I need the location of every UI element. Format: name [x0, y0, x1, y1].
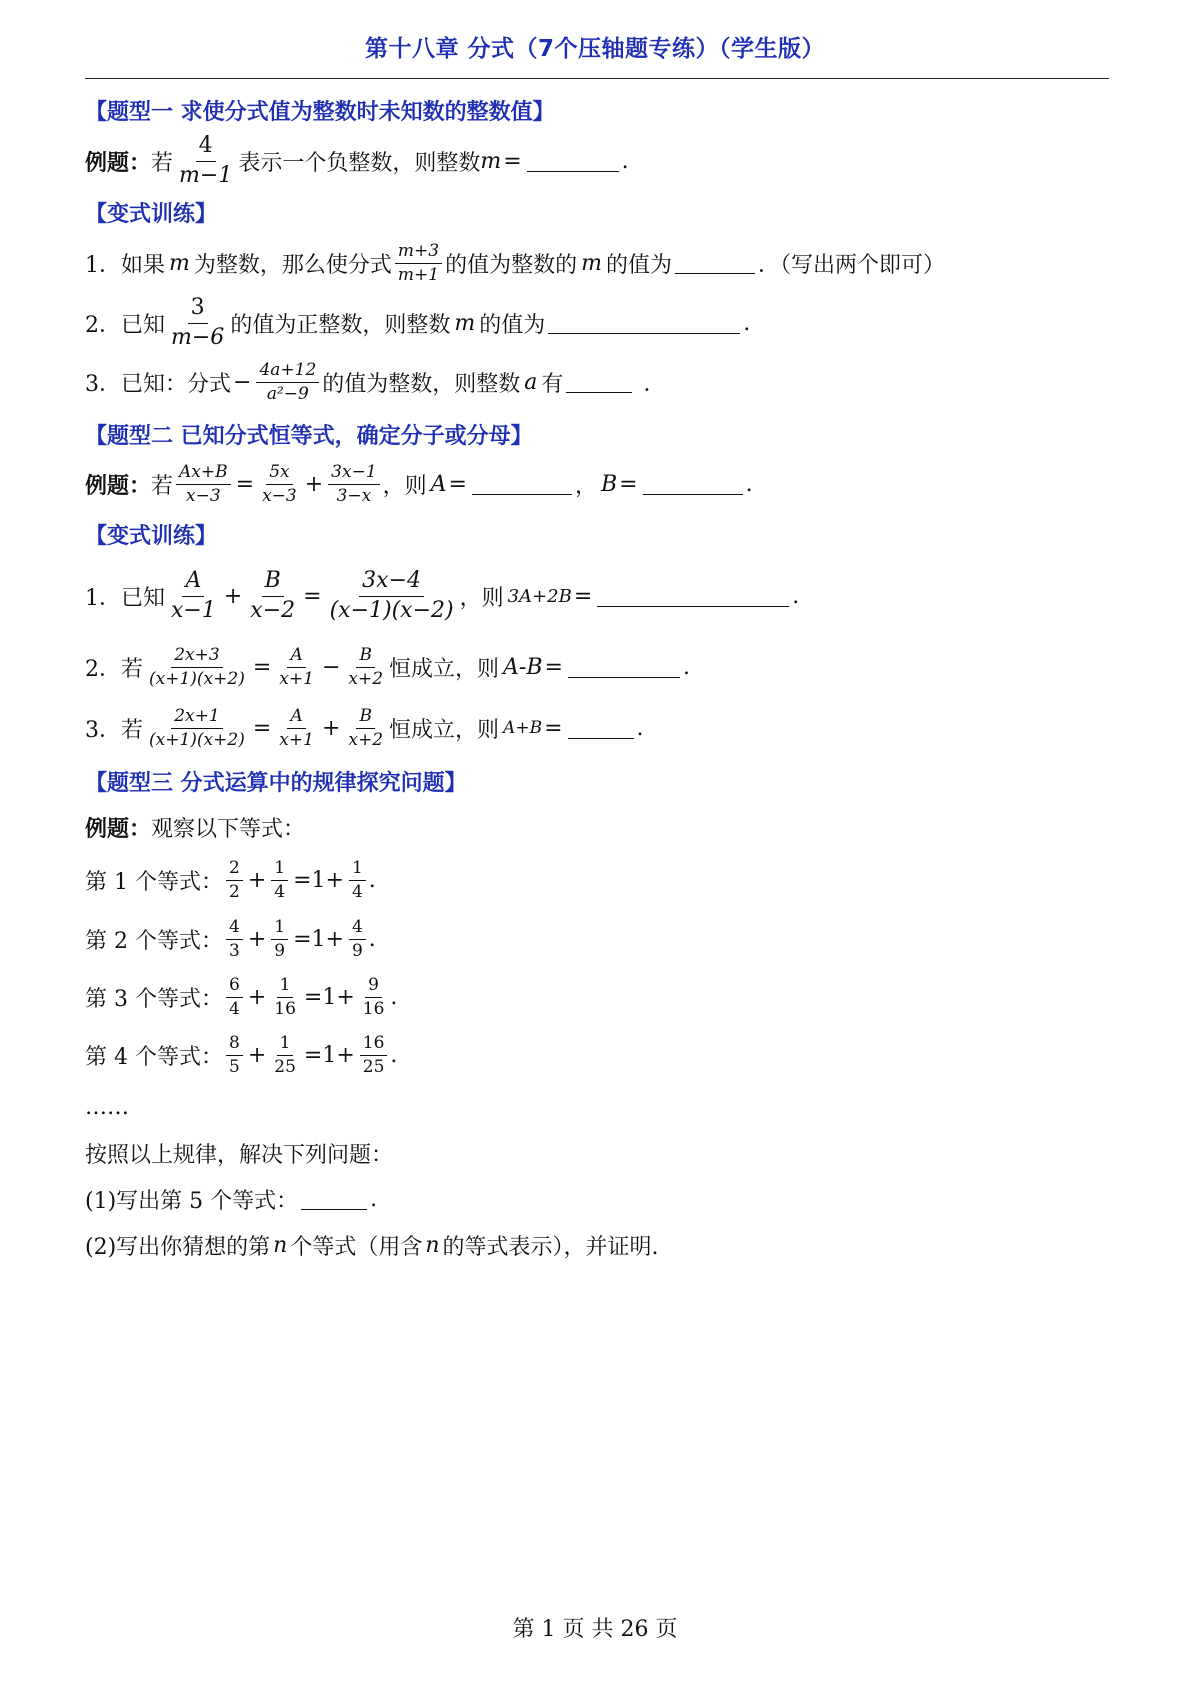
equation-row [85, 968, 1109, 1026]
denominator: x−2 [250, 597, 296, 623]
equation-label: 第 2 个等式： [85, 928, 223, 954]
sec1-example [85, 130, 1109, 192]
numerator: 6 [226, 976, 243, 998]
fraction [259, 463, 300, 505]
text: 的值为正整数，则整数 [230, 312, 451, 338]
fraction [271, 1034, 299, 1076]
plus-sign: + [223, 583, 243, 609]
sec3-part-2 [85, 1222, 1109, 1268]
text: 的等式表示），并证明. [442, 1234, 659, 1260]
text: 的值为整数的 [445, 252, 578, 278]
question-number: 1． [85, 252, 121, 278]
fraction [276, 707, 317, 749]
header-divider [85, 78, 1109, 79]
denominator: 16 [274, 998, 296, 1019]
text: . [792, 583, 800, 609]
equals-one-plus: =1+ [303, 984, 355, 1010]
text: 有 [541, 371, 564, 397]
numerator: 9 [365, 976, 382, 998]
instruction: 按照以上规律，解决下列问题： [85, 1142, 394, 1168]
answer-blank-a[interactable] [472, 474, 572, 495]
question-number: 2． [85, 312, 121, 338]
text: . [390, 1042, 398, 1068]
sec1-question-1 [85, 232, 1109, 294]
text: . [682, 654, 690, 680]
answer-blank[interactable] [675, 253, 755, 274]
page-footer: 第 1 页 共 26 页 [512, 1617, 678, 1642]
expression: A-B [503, 654, 543, 680]
fraction [360, 976, 388, 1018]
fraction [176, 134, 235, 187]
variable: n [425, 1232, 440, 1258]
variable: B [601, 471, 618, 497]
text: ． [643, 371, 666, 397]
numerator: 3 [188, 296, 208, 323]
numerator: 3x−4 [359, 569, 424, 596]
fraction [146, 707, 248, 749]
equation-row [85, 850, 1109, 910]
numerator: 2x+1 [171, 707, 222, 729]
equation-row [85, 910, 1109, 968]
equals: = [544, 654, 563, 680]
text: 已知 [121, 585, 166, 611]
text: 为整数，那么使分式 [193, 252, 392, 278]
example-label: 例题： [85, 816, 152, 842]
fraction [226, 1034, 243, 1076]
answer-blank[interactable] [527, 151, 619, 172]
sec1-question-3 [85, 352, 1109, 412]
text: 若 [121, 717, 144, 743]
minus-sign: − [233, 369, 252, 395]
denominator: x+1 [279, 729, 314, 750]
denominator: 9 [351, 940, 363, 961]
variable: A [430, 471, 447, 497]
text: 个等式（用含 [290, 1234, 423, 1260]
numerator: 3x−1 [328, 463, 379, 485]
text: 的值为 [479, 312, 546, 338]
denominator: x+2 [348, 729, 384, 750]
fraction [168, 296, 227, 349]
fraction [345, 646, 386, 688]
fraction [360, 1034, 388, 1076]
denominator: a²−9 [266, 383, 309, 404]
variable: m [454, 310, 476, 336]
text: 恒成立，则 [389, 656, 500, 682]
question-number: 1． [85, 585, 121, 611]
text: 的值为 [605, 252, 672, 278]
answer-blank-b[interactable] [643, 474, 743, 495]
plus-sign: + [247, 926, 267, 952]
fraction [271, 859, 288, 901]
equals: = [503, 148, 522, 174]
fraction [146, 646, 248, 688]
fraction [168, 569, 219, 622]
expression: A+B [503, 718, 543, 738]
denominator: m−6 [171, 324, 225, 350]
text: 若 [151, 473, 174, 499]
equation-row [85, 1026, 1109, 1084]
sec2-question-1 [85, 556, 1109, 636]
denominator: x−3 [186, 485, 221, 506]
section-1-title: 【题型一 求使分式值为整数时未知数的整数值】 [85, 99, 555, 125]
denominator: 4 [228, 998, 240, 1019]
text: . [390, 984, 398, 1010]
numerator: 1 [271, 918, 288, 940]
denominator: (x+1)(x+2) [149, 729, 245, 750]
text: 观察以下等式： [151, 816, 306, 842]
fraction [226, 859, 243, 901]
text: 若 [151, 150, 174, 176]
denominator: x−1 [171, 597, 216, 623]
denominator: 3 [228, 940, 240, 961]
text: ．（写出两个即可） [758, 252, 946, 278]
sec1-train-title: 【变式训练】 [85, 201, 218, 227]
fraction [349, 918, 366, 960]
numerator: 4a+12 [256, 361, 319, 383]
answer-blank[interactable] [597, 586, 789, 607]
numerator: B [356, 707, 375, 729]
text: (2)写出你猜想的第 [85, 1234, 271, 1260]
equation-label: 第 4 个等式： [85, 1044, 223, 1070]
variable: m [480, 148, 502, 174]
text: ，则 [382, 473, 427, 499]
plus-sign: + [247, 1042, 267, 1068]
equals: = [544, 715, 563, 741]
answer-blank[interactable] [548, 313, 740, 334]
sec3-example [85, 804, 1109, 850]
equals: = [448, 471, 467, 497]
variable: n [273, 1232, 288, 1258]
denominator: 25 [274, 1056, 296, 1077]
denominator: x+2 [348, 668, 384, 689]
text: ，则 [459, 585, 504, 611]
example-label: 例题： [85, 473, 152, 499]
numerator: 4 [196, 134, 216, 161]
fraction [271, 976, 299, 1018]
plus-sign: + [247, 867, 267, 893]
equals: = [252, 715, 272, 741]
denominator: x+1 [279, 668, 314, 689]
equals-one-plus: =1+ [293, 867, 344, 893]
equals: = [235, 471, 255, 497]
numerator: 1 [277, 1034, 294, 1056]
numerator: A [287, 646, 305, 668]
sec2-question-2 [85, 636, 1109, 698]
section-3-title: 【题型三 分式运算中的规律探究问题】 [85, 770, 467, 796]
plus-sign: + [247, 984, 267, 1010]
sec1-question-2 [85, 294, 1109, 352]
fraction [395, 242, 442, 284]
equals: = [619, 471, 638, 497]
sec2-example [85, 456, 1109, 512]
numerator: 16 [360, 1034, 388, 1056]
numerator: 4 [349, 918, 366, 940]
equals: = [303, 583, 322, 609]
numerator: Ax+B [176, 463, 231, 485]
fraction [226, 976, 243, 1018]
plus-sign: + [321, 715, 341, 741]
denominator: (x+1)(x+2) [149, 668, 245, 689]
denominator: 2 [228, 881, 240, 902]
numerator: 4 [226, 918, 243, 940]
denominator: 5 [228, 1056, 240, 1077]
fraction [328, 463, 379, 505]
numerator: A [287, 707, 305, 729]
text: . [368, 867, 376, 893]
text: . [368, 926, 376, 952]
page-title: 第十八章 分式（7个压轴题专练）（学生版） [364, 36, 825, 62]
variable: m [169, 250, 190, 276]
equals: = [252, 654, 272, 680]
text: (1)写出第 5 个等式： [85, 1188, 299, 1214]
plus-sign: + [304, 471, 324, 497]
text: 的值为整数，则整数 [322, 371, 521, 397]
text: . [370, 1186, 378, 1212]
numerator: 1 [277, 976, 294, 998]
numerator: A [182, 569, 204, 596]
example-label: 例题： [85, 150, 152, 176]
text: 已知 [121, 312, 166, 338]
variable: m [581, 250, 602, 276]
denominator: 4 [351, 881, 363, 902]
denominator: 9 [274, 940, 286, 961]
fraction [256, 361, 319, 403]
denominator: 4 [274, 881, 286, 902]
numerator: 1 [271, 859, 288, 881]
sec2-question-3 [85, 698, 1109, 758]
answer-blank[interactable] [568, 718, 634, 739]
text: 若 [121, 656, 144, 682]
expression: 3A+2B [507, 585, 572, 607]
answer-blank[interactable] [566, 372, 632, 393]
question-number: 2． [85, 656, 121, 682]
equals-one-plus: =1+ [303, 1042, 355, 1068]
text: . [745, 471, 753, 497]
sec2-train-title: 【变式训练】 [85, 523, 218, 549]
equals-one-plus: =1+ [293, 926, 344, 952]
text: ， [574, 473, 597, 499]
fraction [327, 569, 457, 622]
equals: = [573, 583, 593, 609]
denominator: 16 [362, 998, 385, 1019]
answer-blank[interactable] [301, 1189, 367, 1210]
denominator: 3−x [336, 485, 372, 506]
numerator: 5x [266, 463, 292, 485]
ellipsis: …… [85, 1094, 129, 1120]
text: . [636, 715, 644, 741]
equation-label: 第 3 个等式： [85, 986, 223, 1012]
fraction [345, 707, 386, 749]
equation-label: 第 1 个等式： [85, 869, 223, 895]
numerator: 2x+3 [171, 646, 222, 668]
numerator: 1 [349, 859, 366, 881]
denominator: m+1 [397, 264, 440, 285]
answer-blank[interactable] [568, 657, 680, 678]
numerator: m+3 [395, 242, 442, 264]
variable: a [524, 369, 538, 395]
text: 如果 [121, 252, 166, 278]
numerator: 2 [226, 859, 243, 881]
sec3-part-1 [85, 1176, 1109, 1222]
text: . [743, 310, 751, 336]
section-2-title: 【题型二 已知分式恒等式，确定分子或分母】 [85, 423, 533, 449]
document-body [85, 90, 1109, 1268]
text: . [621, 148, 629, 174]
text: 恒成立，则 [389, 717, 500, 743]
numerator: B [356, 646, 375, 668]
fraction [247, 569, 298, 622]
text: 表示一个负整数，则整数 [238, 150, 481, 176]
fraction [276, 646, 317, 688]
fraction [349, 859, 366, 901]
minus-sign: − [321, 654, 341, 680]
question-number: 3． [85, 371, 121, 397]
denominator: m−1 [179, 162, 233, 188]
numerator: B [262, 569, 284, 596]
fraction [226, 918, 243, 960]
denominator: x−3 [262, 485, 297, 506]
question-number: 3． [85, 717, 121, 743]
text: 已知：分式 [121, 371, 232, 397]
fraction [176, 463, 231, 505]
denominator: 25 [362, 1056, 385, 1077]
fraction [271, 918, 288, 960]
numerator: 8 [226, 1034, 243, 1056]
denominator: (x−1)(x−2) [329, 597, 454, 623]
